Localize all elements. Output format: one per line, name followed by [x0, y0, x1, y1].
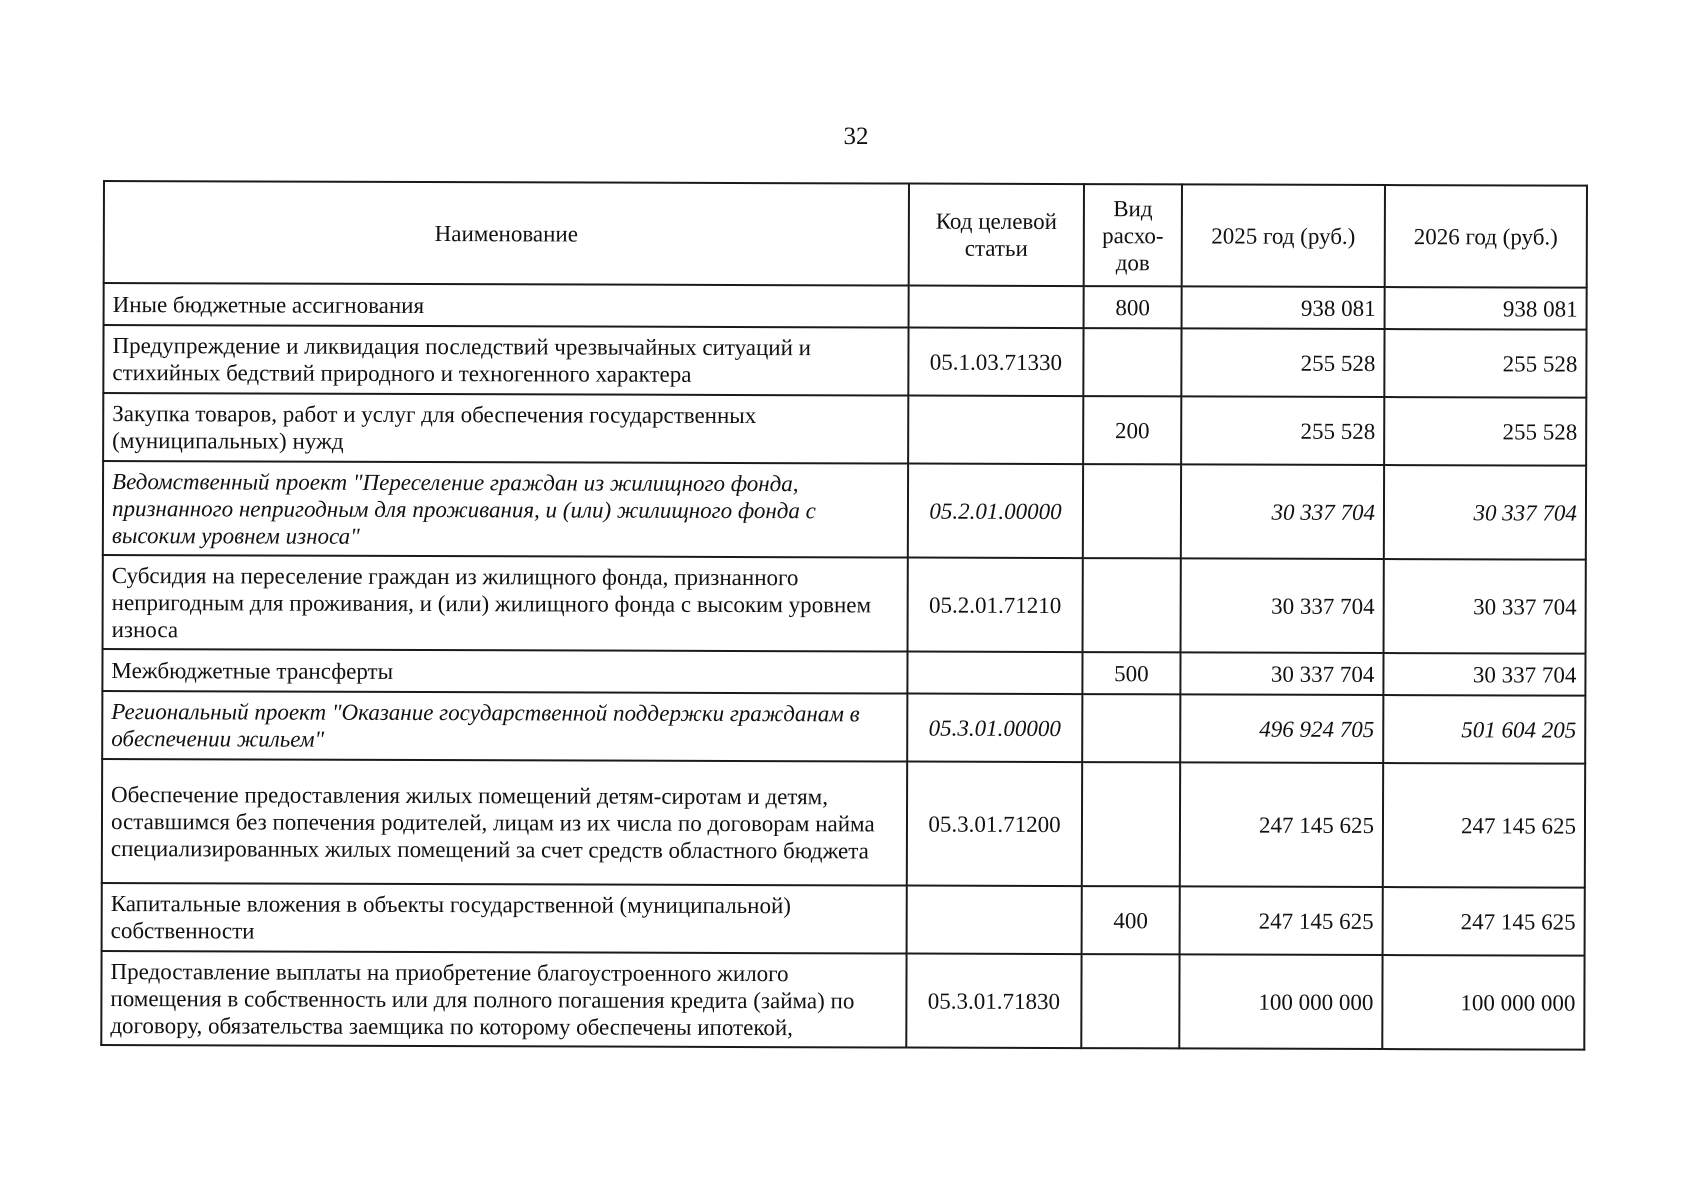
header-year-2026: 2026 год (руб.) [1385, 185, 1587, 288]
row-amount-2026: 255 528 [1384, 397, 1586, 466]
row-amount-2026: 247 145 625 [1383, 763, 1585, 888]
row-kind [1083, 328, 1181, 396]
row-name: Ведомственный проект "Переселение граждан из жилищного фонда, признанного непригодным для проживания, и (или) жилищного фонда с высоким уровнем износа" [103, 461, 908, 558]
row-kind [1082, 694, 1180, 762]
row-name: Предоставление выплаты на приобретение благоустроенного жилого помещения в собственность или для полного погашения кредита (займа) по договору, обязательства заемщика по которому обеспечены ипотекой, [101, 951, 906, 1048]
row-amount-2026: 30 337 704 [1383, 653, 1585, 696]
row-kind: 500 [1082, 652, 1180, 694]
row-code: 05.3.01.71200 [907, 762, 1082, 887]
row-amount-2025: 496 924 705 [1180, 694, 1383, 763]
row-code [907, 652, 1082, 695]
row-code: 05.3.01.00000 [907, 694, 1082, 763]
row-amount-2025: 938 081 [1182, 286, 1385, 329]
row-kind [1081, 954, 1179, 1048]
row-amount-2026: 501 604 205 [1383, 695, 1585, 764]
header-code: Код целевой статьи [909, 184, 1084, 287]
row-code [907, 886, 1082, 955]
table-row [102, 649, 1585, 696]
table-row [103, 555, 1586, 654]
row-amount-2026: 938 081 [1385, 287, 1587, 330]
row-code: 05.1.03.71330 [908, 328, 1083, 397]
row-kind: 200 [1083, 396, 1181, 464]
row-name: Региональный проект "Оказание государственной поддержки гражданам в обеспечении жильем" [102, 691, 907, 762]
row-name: Межбюджетные трансферты [102, 649, 907, 694]
row-code: 05.2.01.00000 [908, 464, 1083, 559]
table-row [103, 325, 1586, 398]
budget-table [100, 180, 1588, 1051]
row-kind [1083, 464, 1181, 558]
page-number: 32 [843, 123, 869, 150]
row-amount-2025: 255 528 [1181, 396, 1384, 465]
header-name: Наименование [104, 181, 909, 286]
row-name: Обеспечение предоставления жилых помещений детям-сиротам и детям, оставшимся без попечения родителей, лицам из их числа по договорам найма специализированных жилых помещений за счет средств областного бюджета [102, 759, 907, 886]
row-name: Предупреждение и ликвидация последствий чрезвычайных ситуаций и стихийных бедствий природного и техногенного характера [103, 325, 908, 396]
table-row [103, 393, 1586, 466]
row-kind [1083, 558, 1181, 652]
table-row [102, 691, 1585, 764]
row-code: 05.2.01.71210 [908, 558, 1083, 653]
row-amount-2026: 255 528 [1384, 329, 1586, 398]
row-kind [1082, 762, 1180, 886]
row-amount-2025: 100 000 000 [1179, 954, 1382, 1049]
header-kind: Вид расхо-дов [1084, 184, 1182, 286]
row-amount-2025: 247 145 625 [1180, 886, 1383, 955]
row-code: 05.3.01.71830 [906, 954, 1081, 1049]
row-amount-2025: 30 337 704 [1180, 652, 1383, 695]
row-amount-2026: 30 337 704 [1384, 559, 1586, 654]
table-row [103, 461, 1586, 560]
row-name: Закупка товаров, работ и услуг для обеспечения государственных (муниципальных) нужд [103, 393, 908, 464]
row-code [909, 286, 1084, 329]
row-amount-2025: 30 337 704 [1181, 464, 1384, 559]
row-name: Субсидия на переселение граждан из жилищного фонда, признанного непригодным для проживания, и (или) жилищного фонда с высоким уровнем износа [103, 555, 908, 652]
row-amount-2025: 30 337 704 [1181, 558, 1384, 653]
table-row [101, 951, 1584, 1050]
row-amount-2026: 100 000 000 [1382, 955, 1584, 1050]
row-name: Иные бюджетные ассигнования [104, 283, 909, 328]
row-amount-2026: 30 337 704 [1384, 465, 1586, 560]
table-row [104, 283, 1587, 330]
row-amount-2025: 255 528 [1181, 328, 1384, 397]
row-code [908, 396, 1083, 465]
header-year-2025: 2025 год (руб.) [1182, 184, 1385, 287]
row-kind: 800 [1084, 286, 1182, 328]
row-amount-2026: 247 145 625 [1383, 887, 1585, 956]
table-header-row [104, 181, 1587, 288]
table-row [102, 883, 1585, 956]
row-name: Капитальные вложения в объекты государственной (муниципальной) собственности [102, 883, 907, 954]
table-row [102, 759, 1585, 888]
row-amount-2025: 247 145 625 [1180, 762, 1383, 887]
row-kind: 400 [1082, 886, 1180, 954]
